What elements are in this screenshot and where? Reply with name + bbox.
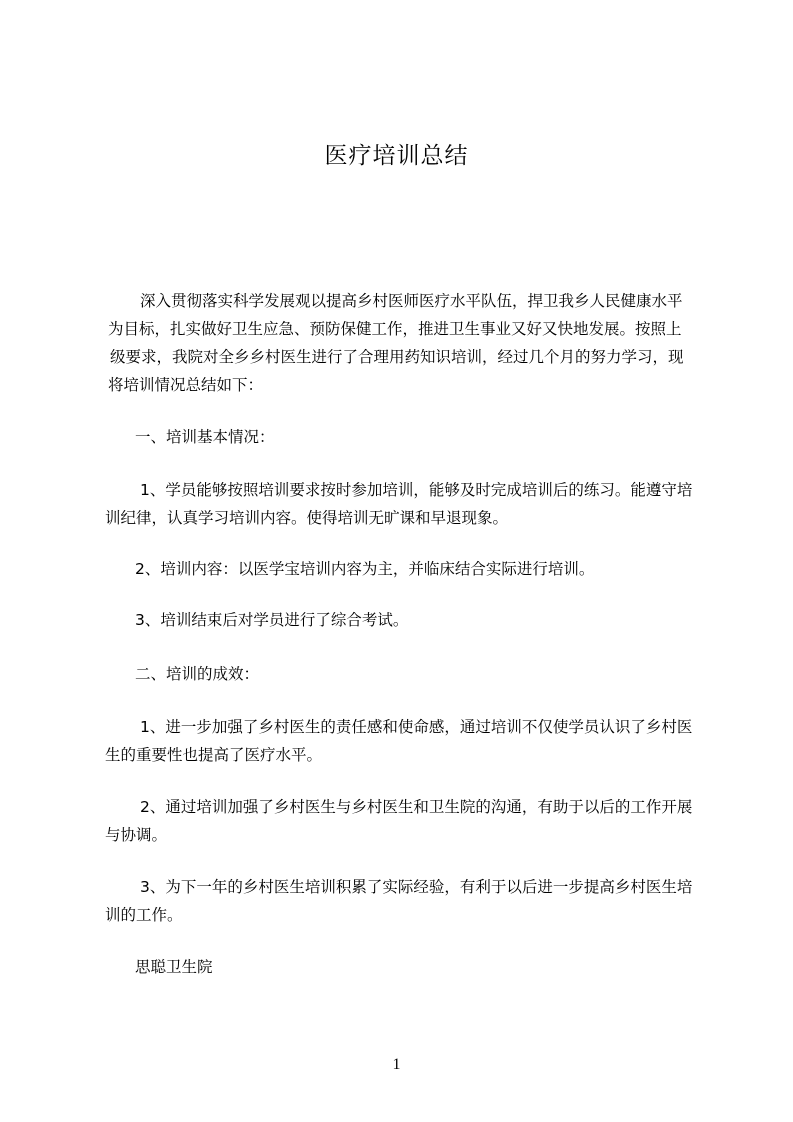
section2-item3-line: 训的工作。 bbox=[105, 906, 183, 924]
intro-line: 深入贯彻落实科学发展观以提高乡村医师医疗水平队伍，捍卫我乡人民健康水平 bbox=[140, 292, 683, 310]
section1-heading: 一、培训基本情况： bbox=[135, 428, 275, 446]
section1-item1-line: 1、学员能够按照培训要求按时参加培训，能够及时完成培训后的练习。能遵守培 bbox=[140, 481, 693, 499]
signature: 思聪卫生院 bbox=[135, 958, 213, 976]
section2-item1 bbox=[105, 713, 715, 769]
section2-item3 bbox=[105, 873, 715, 929]
intro-line: 为目标，扎实做好卫生应急、预防保健工作，推进卫生事业又好又快地发展。按照上 bbox=[108, 320, 682, 338]
section1-item2: 2、培训内容：以医学宝培训内容为主，并临床结合实际进行培训。 bbox=[135, 560, 595, 578]
section2-heading: 二、培训的成效： bbox=[135, 665, 260, 683]
intro-line: 将培训情况总结如下： bbox=[108, 376, 264, 394]
section2-item1-line: 1、进一步加强了乡村医生的责任感和使命感，通过培训不仅使学员认识了乡村医 bbox=[140, 718, 693, 736]
section2-item3-line: 3、为下一年的乡村医生培训积累了实际经验，有利于以后进一步提高乡村医生培 bbox=[140, 878, 693, 896]
section2-item2-line: 与协调。 bbox=[105, 826, 168, 844]
page-number: 1 bbox=[392, 1056, 401, 1073]
section2-item2-line: 2、通过培训加强了乡村医生与乡村医生和卫生院的沟通，有助于以后的工作开展 bbox=[140, 798, 693, 816]
section2-item1-line: 生的重要性也提高了医疗水平。 bbox=[105, 746, 323, 764]
section1-item1 bbox=[105, 476, 715, 532]
section2-item2 bbox=[105, 793, 715, 849]
section1-item3: 3、培训结束后对学员进行了综合考试。 bbox=[135, 611, 409, 629]
intro-paragraph bbox=[108, 287, 708, 399]
section1-item1-line: 训纪律，认真学习培训内容。使得培训无旷课和早退现象。 bbox=[105, 509, 509, 527]
intro-line: 级要求，我院对全乡乡村医生进行了合理用药知识培训，经过几个月的努力学习，现 bbox=[110, 348, 684, 366]
document-title: 医疗培训总结 bbox=[324, 143, 469, 169]
